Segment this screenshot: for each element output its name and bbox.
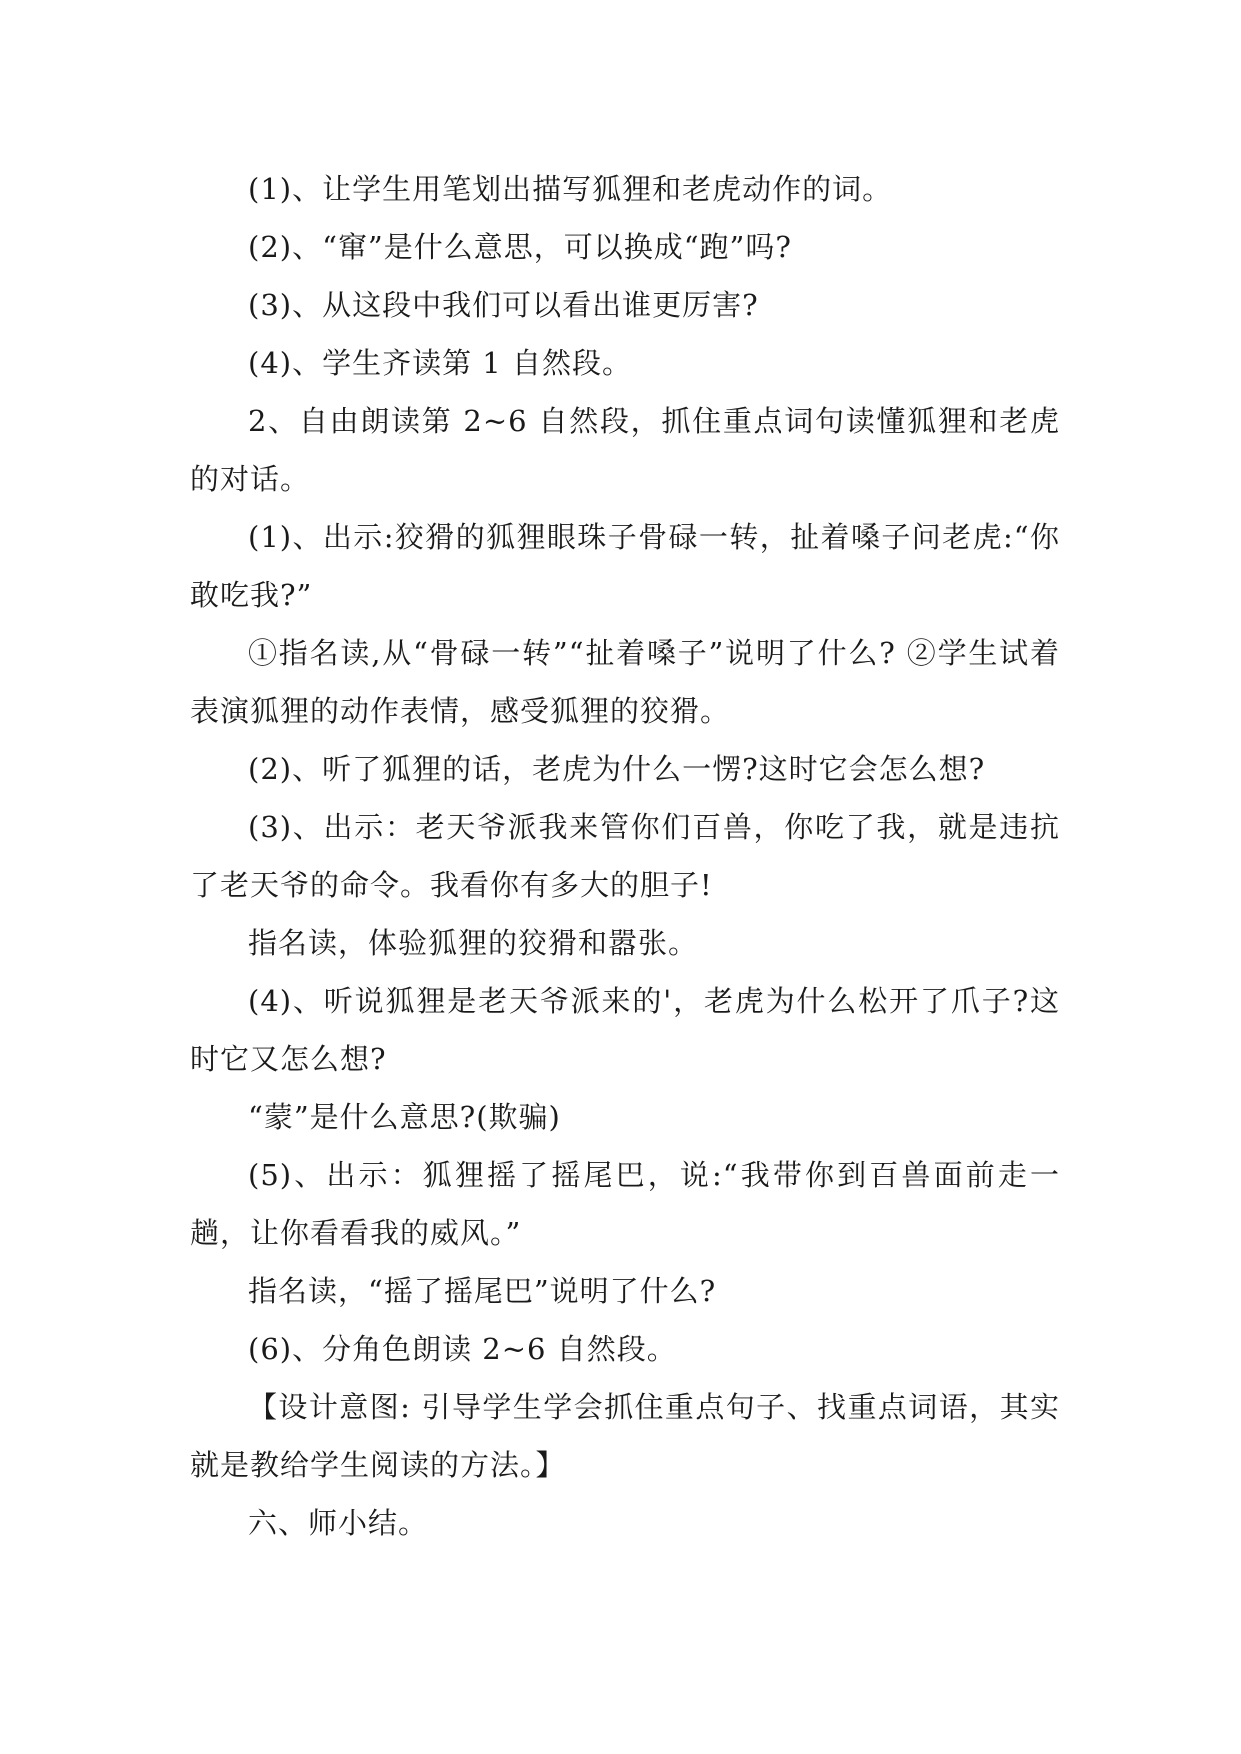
paragraph-16: 【设计意图: 引导学生学会抓住重点句子、找重点词语，其实就是教给学生阅读的方法。】 [190,1390,1060,1482]
paragraph-8: (2)、听了狐狸的话，老虎为什么一愣?这时它会怎么想? [248,752,986,786]
paragraph-11: (4)、听说狐狸是老天爷派来的'，老虎为什么松开了爪子?这时它又怎么想? [190,984,1060,1076]
paragraph-12: “蒙”是什么意思?(欺骗) [248,1100,561,1134]
paragraph-1: (1)、让学生用笔划出描写狐狸和老虎动作的词。 [248,172,893,206]
paragraph-5: 2、自由朗读第 2~6 自然段，抓住重点词句读懂狐狸和老虎的对话。 [190,404,1060,496]
paragraph-9: (3)、出示：老天爷派我来管你们百兽，你吃了我，就是违抗了老天爷的命令。我看你有多大的胆子! [190,810,1060,902]
document-body [190,160,1060,1552]
paragraph-3: (3)、从这段中我们可以看出谁更厉害? [248,288,759,322]
paragraph-10: 指名读，体验狐狸的狡猾和嚣张。 [248,926,699,960]
paragraph-14: 指名读，“摇了摇尾巴”说明了什么? [248,1274,717,1308]
paragraph-6: (1)、出示:狡猾的狐狸眼珠子骨碌一转，扯着嗓子问老虎:“你敢吃我?” [190,520,1060,612]
paragraph-17: 六、师小结。 [248,1506,429,1540]
paragraph-15: (6)、分角色朗读 2~6 自然段。 [248,1332,677,1366]
paragraph-4: (4)、学生齐读第 1 自然段。 [248,346,632,380]
paragraph-13: (5)、出示：狐狸摇了摇尾巴，说:“我带你到百兽面前走一趟，让你看看我的威风。” [190,1158,1060,1250]
paragraph-7: ①指名读,从“骨碌一转”“扯着嗓子”说明了什么? ②学生试着表演狐狸的动作表情，感受狐狸的狡猾。 [190,636,1060,728]
paragraph-2: (2)、“窜”是什么意思，可以换成“跑”吗? [248,230,792,264]
